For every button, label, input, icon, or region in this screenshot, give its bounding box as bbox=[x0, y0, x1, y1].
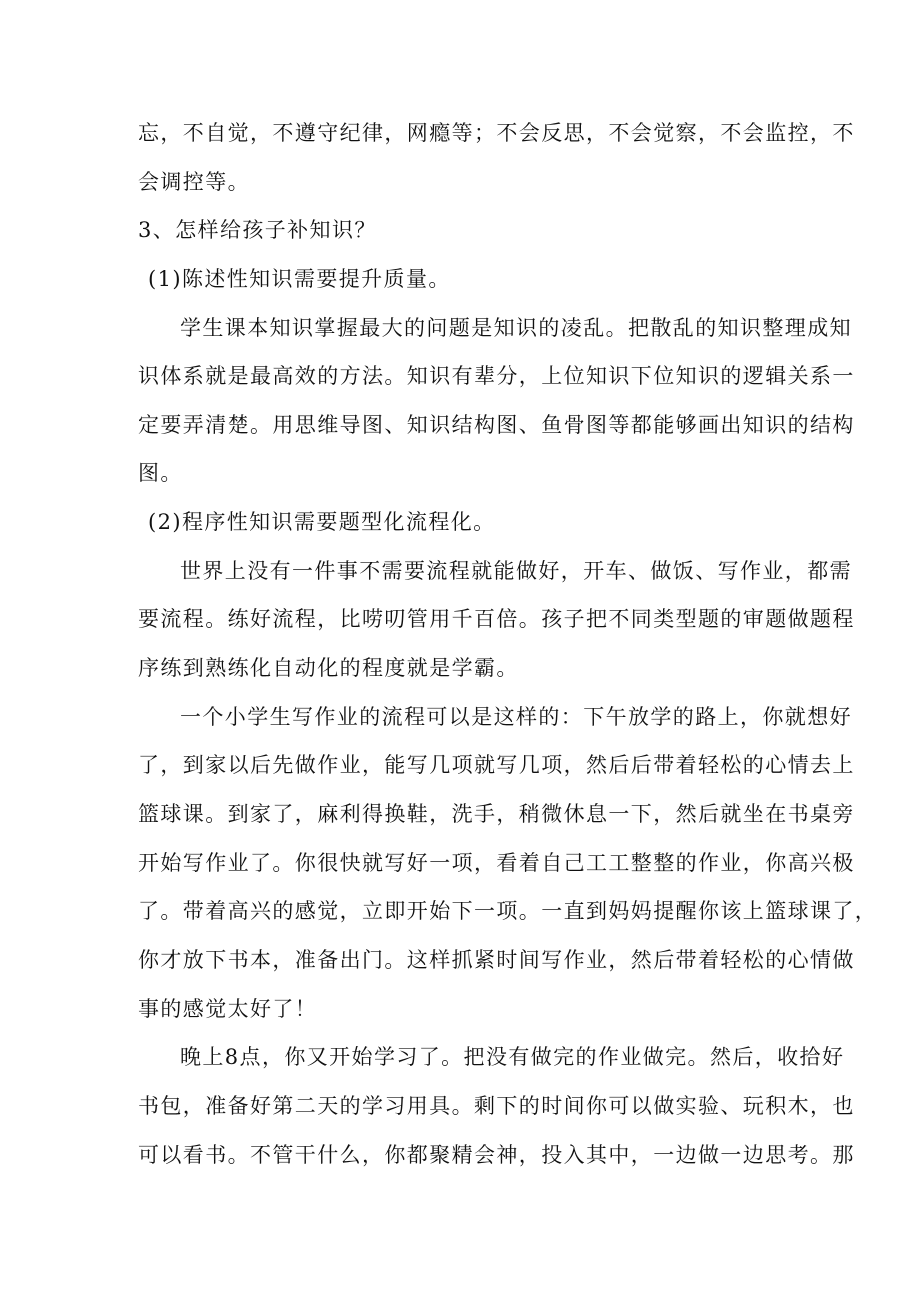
text-line: 忘，不自觉，不遵守纪律，网瘾等；不会反思，不会觉察，不会监控，不 bbox=[138, 121, 855, 145]
text-line: 事的感觉太好了！ bbox=[138, 997, 318, 1021]
text-line: 序练到熟练化自动化的程度就是学霸。 bbox=[138, 656, 519, 680]
text-line: 会调控等。 bbox=[138, 170, 250, 194]
subsection-heading: (2)程序性知识需要题型化流程化。 bbox=[148, 510, 496, 534]
text-line: 了，到家以后先做作业，能写几项就写几项，然后后带着轻松的心情去上 bbox=[138, 753, 855, 777]
text-line: 开始写作业了。你很快就写好一项，看着自己工工整整的作业，你高兴极 bbox=[138, 851, 855, 875]
text-line: 一个小学生写作业的流程可以是这样的：下午放学的路上，你就想好 bbox=[180, 705, 852, 729]
text-line: 你才放下书本，准备出门。这样抓紧时间写作业，然后带着轻松的心情做 bbox=[138, 948, 855, 972]
text-line: 书包，准备好第二天的学习用具。剩下的时间你可以做实验、玩积木，也 bbox=[138, 1094, 855, 1118]
text-line: 识体系就是最高效的方法。知识有辈分，上位知识下位知识的逻辑关系一 bbox=[138, 364, 855, 388]
text-line: 晚上8点，你又开始学习了。把没有做完的作业做完。然后，收拾好 bbox=[180, 1045, 845, 1069]
text-line: 可以看书。不管干什么，你都聚精会神，投入其中，一边做一边思考。那 bbox=[138, 1143, 855, 1167]
text-line: 了。带着高兴的感觉，立即开始下一项。一直到妈妈提醒你该上篮球课了， bbox=[138, 899, 878, 923]
text-line: 要流程。练好流程，比唠叨管用千百倍。孩子把不同类型题的审题做题程 bbox=[138, 607, 855, 631]
text-line: 篮球课。到家了，麻利得换鞋，洗手，稍微休息一下，然后就坐在书桌旁 bbox=[138, 802, 855, 826]
subsection-heading: (1)陈述性知识需要提升质量。 bbox=[148, 267, 451, 291]
text-line: 图。 bbox=[138, 461, 183, 485]
text-line: 世界上没有一件事不需要流程就能做好，开车、做饭、写作业，都需 bbox=[180, 559, 852, 583]
text-line: 定要弄清楚。用思维导图、知识结构图、鱼骨图等都能够画出知识的结构 bbox=[138, 413, 855, 437]
text-line: 学生课本知识掌握最大的问题是知识的凌乱。把散乱的知识整理成知 bbox=[180, 316, 852, 340]
section-heading: 3、怎样给孩子补知识？ bbox=[138, 218, 377, 242]
